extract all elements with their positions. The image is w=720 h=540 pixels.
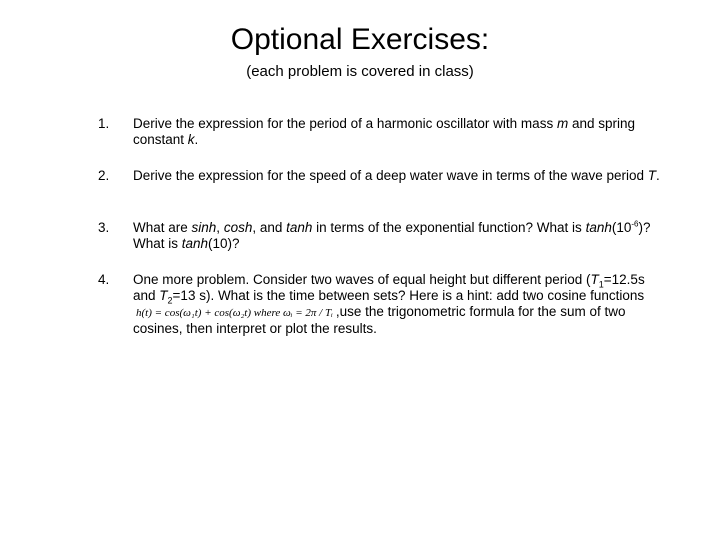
- item-var: tanh: [286, 220, 313, 235]
- item-text-part: (10: [611, 220, 632, 235]
- page-subtitle: (each problem is covered in class): [246, 63, 474, 80]
- item-text-part: in terms of the exponential function? What is: [312, 220, 586, 235]
- item-number: 3.: [98, 220, 110, 235]
- item-text-part: Derive the expression for the period of a harmonic oscillator with mass: [133, 116, 557, 131]
- item-text-part: and spring constant: [133, 116, 635, 147]
- item-subscript: 1: [598, 279, 604, 290]
- item-var: tanh: [181, 236, 209, 251]
- item-text-part: .: [656, 168, 660, 183]
- item-var: cosh: [223, 220, 253, 235]
- item-text-part: =12.5s and: [133, 272, 645, 303]
- item-text-part: (10)?: [208, 236, 240, 251]
- item-var: k: [187, 132, 195, 147]
- item-text-part: =13 s). What is the time between sets? Here is a hint: add two cosine functions: [172, 288, 645, 303]
- title-text: Optional Exercises:: [230, 23, 490, 56]
- item-var: T: [647, 168, 657, 183]
- item-text-part: What are: [133, 220, 192, 235]
- item-text-part: .: [194, 132, 199, 147]
- item-text-part: ,: [216, 220, 224, 235]
- item-var: T: [590, 272, 599, 287]
- item-number: 2.: [98, 168, 110, 183]
- item-text-part: )? What is: [133, 220, 651, 251]
- item-superscript: -6: [631, 219, 639, 229]
- item-text: [133, 116, 663, 148]
- item-text: [133, 220, 663, 252]
- item-subscript: 2: [167, 295, 173, 306]
- item-var: tanh: [585, 220, 612, 235]
- formula-image: h(t) = cos(ω₁t) + cos(ω₂t) where ωᵢ = 2π / Tᵢ: [136, 307, 333, 319]
- item-var: m: [556, 116, 569, 131]
- item-number: 1.: [98, 116, 110, 131]
- item-text-part: , and: [252, 220, 287, 235]
- item-text-part: ,use the trigonometric formula for the sum of two cosines, then interpret or plot the results.: [133, 304, 626, 336]
- item-text-part: Derive the expression for the speed of a deep water wave in terms of the wave period: [133, 168, 648, 183]
- page-title: [0, 22, 720, 58]
- item-text-part: One more problem. Consider two waves of equal height but different period (: [133, 272, 591, 287]
- item-var: sinh: [191, 220, 217, 235]
- item-var: T: [159, 288, 168, 303]
- item-number: 4.: [98, 272, 110, 287]
- item-text: [133, 168, 663, 184]
- item-text: [133, 272, 663, 337]
